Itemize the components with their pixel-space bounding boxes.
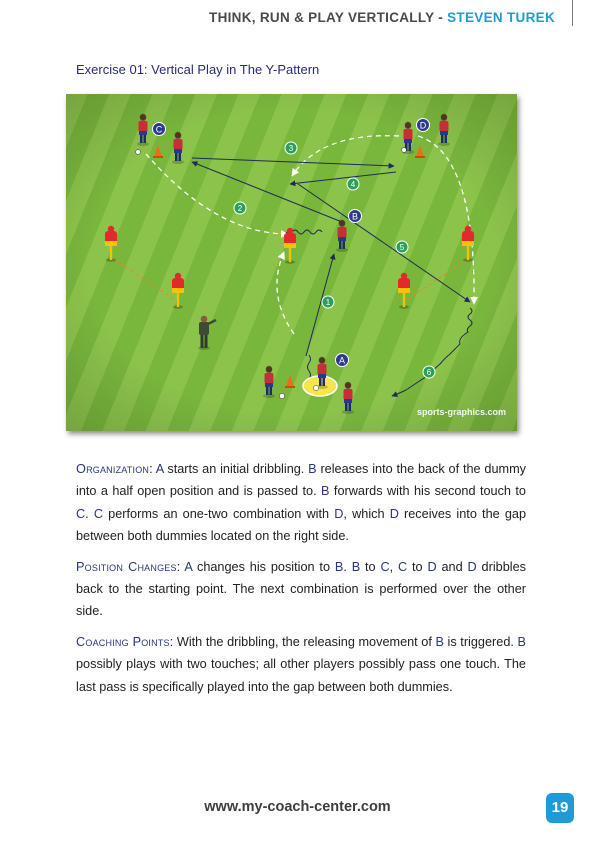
svg-text:3: 3	[288, 144, 294, 153]
section-title: Coaching Points	[76, 634, 170, 649]
pass-number-1	[322, 296, 334, 308]
footer-url: www.my-coach-center.com	[204, 799, 391, 815]
watermark: sports-graphics.com	[416, 407, 506, 417]
label-a	[336, 354, 349, 367]
running-header	[209, 10, 555, 25]
section-title: Position Changes	[76, 559, 177, 574]
pass-number-2	[234, 202, 246, 214]
svg-text:1: 1	[325, 298, 331, 307]
page-number-badge: 19	[546, 793, 574, 823]
exercise-description	[76, 458, 526, 706]
pass-number-6	[423, 366, 435, 378]
section-title: Organization	[76, 462, 150, 476]
label-b	[349, 210, 362, 223]
section-organization: Organization: A starts an initial dribbling. B releases into the back of the dummy into a half open position and is passed to. B forwards with his second touch to C. C performs an one-two combination with D, which D receives into the gap between both dummies located on the right side.	[76, 462, 527, 544]
label-d	[417, 119, 430, 132]
section-position-changes: Position Changes: A changes his position to B. B to C, C to D and D dribbles back to the starting point. The next combination is performed over the other side.	[76, 559, 526, 619]
label-c	[153, 123, 166, 136]
pass-number-3	[285, 142, 297, 154]
svg-text:C: C	[155, 124, 163, 135]
svg-text:2: 2	[237, 204, 243, 213]
ball-4	[402, 148, 407, 153]
pass-number-5	[396, 241, 408, 253]
ball-1	[279, 393, 284, 398]
drill-diagram	[66, 94, 517, 431]
svg-text:6: 6	[426, 368, 432, 377]
svg-text:A: A	[338, 355, 346, 366]
ball-3	[136, 150, 141, 155]
header-rule	[572, 0, 573, 26]
svg-text:4: 4	[350, 180, 356, 189]
ball-2	[313, 385, 318, 390]
pass-number-4	[347, 178, 359, 190]
section-coaching-points: Coaching Points: With the dribbling, the releasing movement of B is triggered. B possibly plays with two touches; all other players possibly pass one touch. The last pass is specifically played into the gap between both dummies.	[76, 634, 526, 694]
header-title: THINK, RUN & PLAY VERTICALLY -	[209, 10, 448, 25]
svg-text:D: D	[419, 120, 427, 131]
drill-field-svg	[66, 94, 517, 431]
exercise-title: Exercise 01: Vertical Play in The Y-Pattern	[76, 62, 320, 77]
header-author: STEVEN TUREK	[447, 10, 555, 25]
svg-text:5: 5	[399, 243, 405, 252]
svg-text:B: B	[351, 211, 359, 222]
